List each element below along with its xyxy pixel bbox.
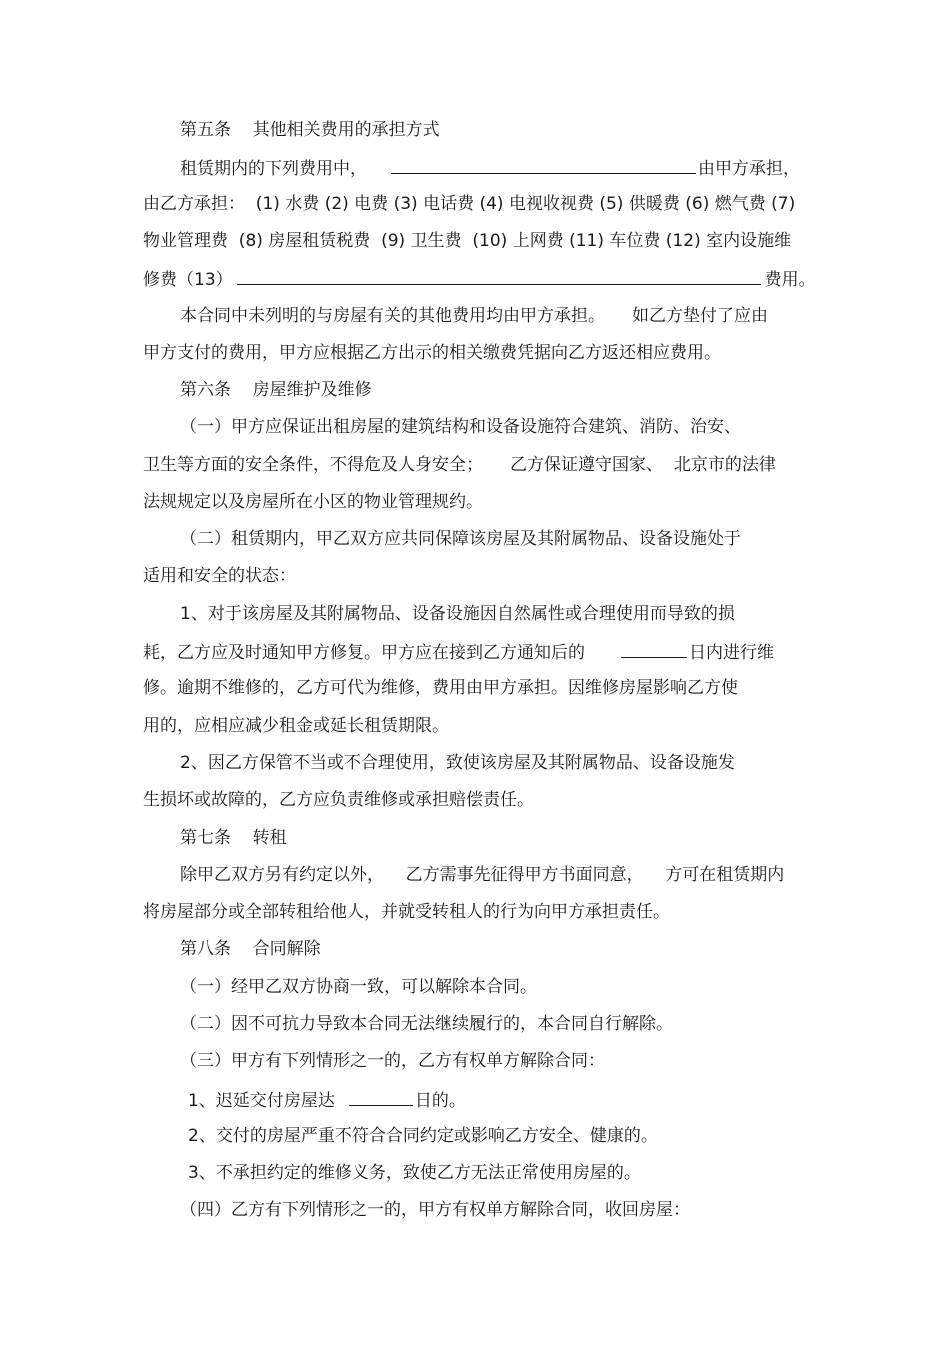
article-8-item-3: 3、不承担约定的维修义务，致使乙方无法正常使用房屋的。 bbox=[188, 1163, 641, 1183]
article-5-heading: 第五条 其他相关费用的承担方式 bbox=[180, 120, 440, 140]
article-5-line-1-text: 租赁期内的下列费用中， bbox=[180, 159, 367, 179]
article-5-line-2: 由乙方承担： (1) 水费 (2) 电费 (3) 电话费 (4) 电视收视费 (5) 供暖费 (6) 燃气费 (7) bbox=[143, 194, 796, 214]
article-8-item-1 bbox=[188, 1088, 466, 1112]
article-5-line-1-suffix: 由甲方承担， bbox=[698, 159, 800, 179]
article-8-heading: 第八条 合同解除 bbox=[180, 939, 321, 959]
article-6-item-1-line-2-suffix: 日内进行维 bbox=[689, 643, 774, 663]
article-5-line-6: 甲方支付的费用，甲方应根据乙方出示的相关缴费凭据向乙方返还相应费用。 bbox=[143, 343, 721, 363]
article-5-line-4-suffix: 费用。 bbox=[764, 270, 816, 290]
article-8-item-2: 2、交付的房屋严重不符合合同约定或影响乙方安全、健康的。 bbox=[188, 1126, 658, 1146]
article-6-item-1-line-4: 用的，应相应减少租金或延长租赁期限。 bbox=[143, 716, 449, 736]
article-6-heading: 第六条 房屋维护及维修 bbox=[180, 380, 372, 400]
article-6-item-1-line-1: 1、对于该房屋及其附属物品、设备设施因自然属性或合理使用而导致的损 bbox=[180, 604, 735, 624]
article-5-line-4-text: 修费（13） bbox=[143, 270, 233, 290]
article-8-item-1-text: 1、迟延交付房屋达 bbox=[188, 1091, 335, 1111]
article-5-line-1 bbox=[180, 156, 800, 180]
article-6-p1-line-1: （一）甲方应保证出租房屋的建筑结构和设备设施符合建筑、消防、治安、 bbox=[180, 417, 741, 437]
article-8-p3: （三）甲方有下列情形之一的，乙方有权单方解除合同： bbox=[180, 1051, 605, 1071]
article-7-line-2: 将房屋部分或全部转租给他人，并就受转租人的行为向甲方承担责任。 bbox=[143, 902, 670, 922]
article-6-item-1-line-3: 修。逾期不维修的，乙方可代为维修，费用由甲方承担。因维修房屋影响乙方使 bbox=[143, 678, 738, 698]
article-8-p1: （一）经甲乙双方协商一致，可以解除本合同。 bbox=[180, 977, 537, 997]
article-5-line-3: 物业管理费 (8) 房屋租赁税费 (9) 卫生费 (10) 上网费 (11) 车位费 (12) 室内设施维 bbox=[143, 231, 792, 251]
delay-days-blank[interactable] bbox=[349, 1088, 413, 1106]
article-6-p2-line-1: （二）租赁期内，甲乙双方应共同保障该房屋及其附属物品、设备设施处于 bbox=[180, 529, 741, 549]
landlord-fees-blank[interactable] bbox=[391, 156, 696, 174]
article-5-line-4 bbox=[143, 267, 816, 291]
article-6-p1-line-3: 法规规定以及房屋所在小区的物业管理规约。 bbox=[143, 492, 483, 512]
article-6-p2-line-2: 适用和安全的状态： bbox=[143, 566, 296, 586]
article-6-item-1-line-2-text: 耗，乙方应及时通知甲方修复。甲方应在接到乙方通知后的 bbox=[143, 643, 585, 663]
article-7-heading: 第七条 转租 bbox=[180, 828, 287, 848]
article-6-p1-line-2: 卫生等方面的安全条件，不得危及人身安全； 乙方保证遵守国家、 北京市的法律 bbox=[143, 455, 776, 475]
article-8-p4: （四）乙方有下列情形之一的，甲方有权单方解除合同，收回房屋： bbox=[180, 1200, 690, 1220]
repair-days-blank[interactable] bbox=[621, 640, 687, 658]
article-8-item-1-suffix: 日的。 bbox=[414, 1091, 466, 1111]
article-8-p2: （二）因不可抗力导致本合同无法继续履行的，本合同自行解除。 bbox=[180, 1014, 673, 1034]
article-6-item-1-line-2 bbox=[143, 640, 774, 664]
article-5-line-5: 本合同中未列明的与房屋有关的其他费用均由甲方承担。 如乙方垫付了应由 bbox=[180, 306, 769, 326]
article-6-item-2-line-1: 2、因乙方保管不当或不合理使用，致使该房屋及其附属物品、设备设施发 bbox=[180, 753, 735, 773]
article-7-line-1: 除甲乙双方另有约定以外， 乙方需事先征得甲方书面同意， 方可在租赁期内 bbox=[180, 865, 785, 885]
other-fees-blank[interactable] bbox=[237, 267, 761, 285]
article-6-item-2-line-2: 生损坏或故障的，乙方应负责维修或承担赔偿责任。 bbox=[143, 790, 534, 810]
